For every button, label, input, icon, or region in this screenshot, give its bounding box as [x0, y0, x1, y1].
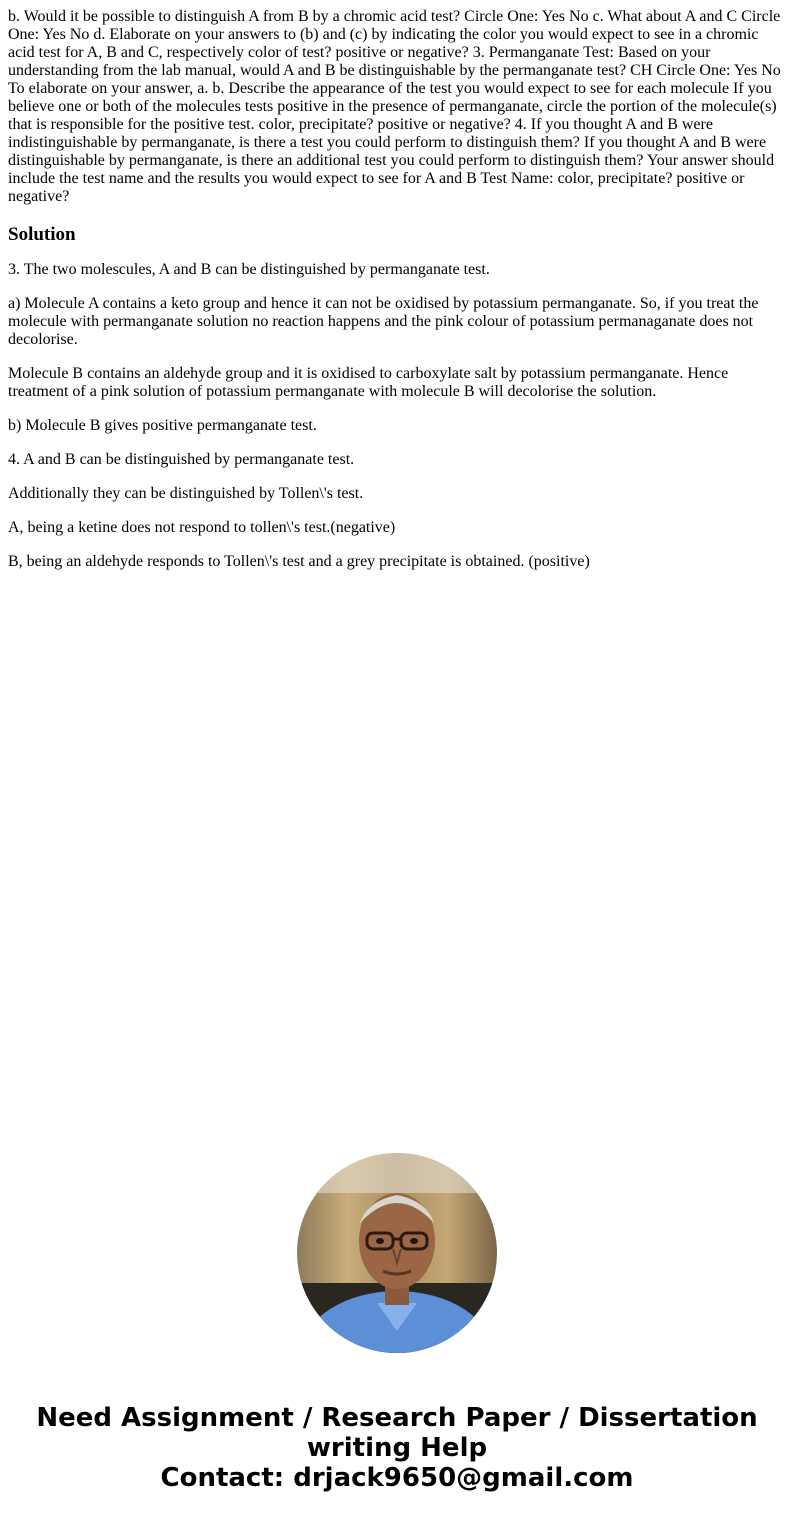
- solution-paragraph: B, being an aldehyde responds to Tollen\'s test and a grey precipitate is obtained. (positive): [8, 553, 590, 570]
- document-body: [8, 8, 786, 587]
- solution-paragraph: a) Molecule A contains a keto group and hence it can not be oxidised by potassium permanganate. So, if you treat the molecule with permanganate solution no reaction happens and the pink colour of potassium permanaganate does not decolorise.: [8, 295, 759, 348]
- promo-banner: [0, 1403, 794, 1493]
- solution-paragraph: 3. The two molescules, A and B can be distinguished by permanganate test.: [8, 261, 490, 278]
- solution-paragraph: A, being a ketine does not respond to tollen\'s test.(negative): [8, 519, 396, 536]
- solution-paragraph: Molecule B contains an aldehyde group and it is oxidised to carboxylate salt by potassium permanganate. Hence treatment of a pink solution of potassium permanganate with molecule B will decolorise the solution.: [8, 365, 729, 400]
- solution-paragraph: b) Molecule B gives positive permanganate test.: [8, 417, 317, 434]
- promo-line: Need Assignment / Research Paper / Dissertation: [36, 1403, 758, 1433]
- author-portrait: [297, 1153, 497, 1353]
- author-avatar: [297, 1153, 497, 1353]
- solution-paragraph: 4. A and B can be distinguished by permanganate test.: [8, 451, 355, 468]
- question-text: b. Would it be possible to distinguish A from B by a chromic acid test? Circle One: Yes No c. What about A and C Circle One: Yes No d. Elaborate on your answers to (b) and (c) by indicating the color you would expect to see in a chromic acid test for A, B and C, respectively color of test? positive or negative? 3. Permanganate Test: Based on your understanding from the lab manual, would A and B be distinguishable by the permanganate test? CH Circle One: Yes No To elaborate on your answer, a. b. Describe the appearance of the test you would expect to see for each molecule If you believe one or both of the molecules tests positive in the presence of permanganate, circle the portion of the molecule(s) that is responsible for the positive test. color, precipitate? positive or negative? 4. If you thought A and B were indistinguishable by permanganate, is there a test you could perform to distinguish them? If you thought A and B were distinguishable by permanganate, is there an additional test you could perform to distinguish them? Your answer should include the test name and the results you would expect to see for A and B Test Name: color, precipitate? positive or negative?: [8, 8, 781, 205]
- promo-contact: Contact: drjack9650@gmail.com: [160, 1463, 634, 1493]
- promo-line: writing Help: [306, 1433, 488, 1463]
- solution-heading: Solution: [8, 224, 76, 245]
- solution-paragraph: Additionally they can be distinguished by Tollen\'s test.: [8, 485, 364, 502]
